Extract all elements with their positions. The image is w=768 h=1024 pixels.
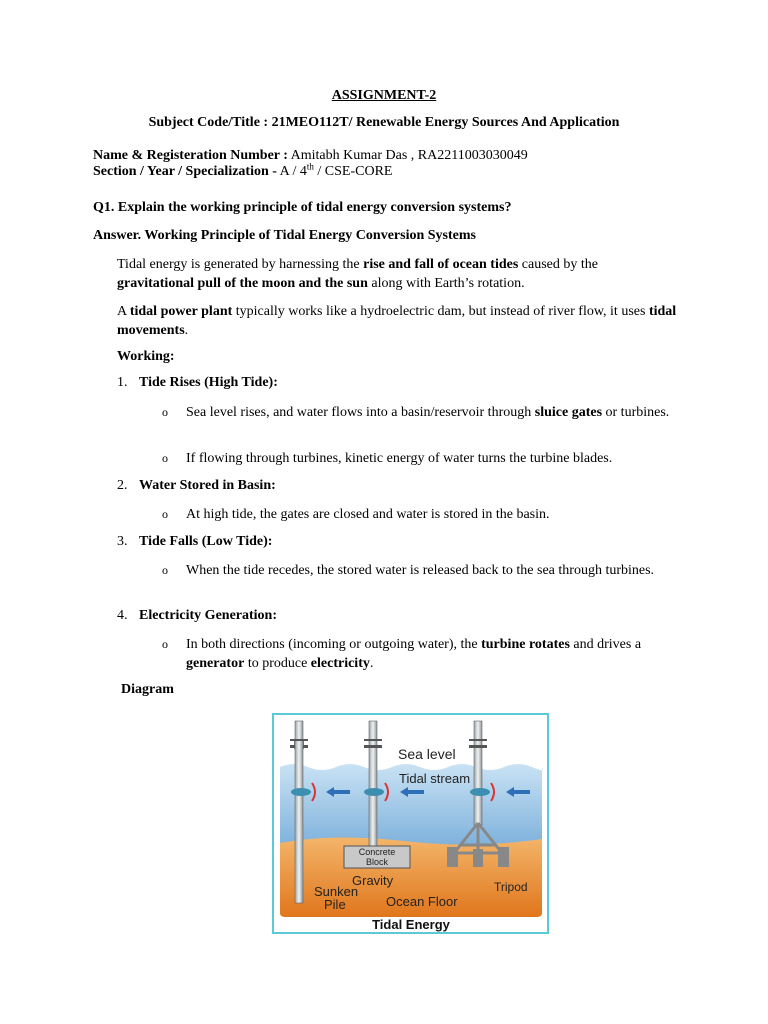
step-3: 3. Tide Falls (Low Tide): xyxy=(117,534,273,549)
step-2: 2. Water Stored in Basin: xyxy=(117,478,276,493)
sunken-label: Sunken xyxy=(314,884,359,899)
bullet-marker: o xyxy=(162,405,168,419)
tidal-stream-label: Tidal stream xyxy=(399,771,471,786)
answer-heading: Answer. Working Principle of Tidal Energy Conversion Systems xyxy=(93,228,476,243)
section-label: Section / Year / Specialization - xyxy=(93,164,277,179)
bullet-text-2: If flowing through turbines, kinetic energy of water turns the turbine blades. xyxy=(186,451,613,466)
section-sup: th xyxy=(306,161,314,172)
step-4: 4. Electricity Generation: xyxy=(117,608,278,623)
concrete-label: Concrete xyxy=(358,847,396,857)
bullet-text-5: In both directions (incoming or outgoing water), the turbine rotates and drives a generator to produce electricity. xyxy=(186,637,642,671)
tidal-energy-diagram xyxy=(274,715,547,932)
bullet-marker: o xyxy=(162,563,168,577)
bullet-marker: o xyxy=(162,637,168,651)
section-line xyxy=(93,161,393,180)
diagram-label: Diagram xyxy=(121,682,174,697)
step-1: 1. Tide Rises (High Tide): xyxy=(117,375,278,390)
figure-caption: Tidal Energy xyxy=(372,917,450,932)
ocean-floor-label: Ocean Floor xyxy=(386,894,458,909)
block-label: Block xyxy=(365,857,389,867)
name-value: Amitabh Kumar Das , RA2211003030049 xyxy=(290,148,528,163)
tripod-label: Tripod xyxy=(494,880,528,894)
bullet-text-3: At high tide, the gates are closed and water is stored in the basin. xyxy=(186,507,550,522)
working-label: Working: xyxy=(117,349,175,364)
assignment-title: ASSIGNMENT-2 xyxy=(331,88,437,103)
name-label: Name & Registeration Number : xyxy=(93,148,288,163)
bullet-text-4: When the tide recedes, the stored water is released back to the sea through turbines. xyxy=(186,563,655,578)
question-text: Q1. Explain the working principle of tidal energy conversion systems? xyxy=(93,200,512,215)
section-value-a: A / 4 xyxy=(279,164,307,179)
pile-label: Pile xyxy=(324,897,346,912)
bullet-marker: o xyxy=(162,507,168,521)
intro-paragraph-1: Tidal energy is generated by harnessing the rise and fall of ocean tides caused by the gravitational pull of the moon and the sun along with Earth’s rotation. xyxy=(117,257,598,291)
gravity-label: Gravity xyxy=(352,873,394,888)
bullet-text-1: Sea level rises, and water flows into a basin/reservoir through sluice gates or turbines. xyxy=(186,405,670,420)
intro-paragraph-2: A tidal power plant typically works like a hydroelectric dam, but instead of river flow, it uses tidal movements. xyxy=(117,304,677,338)
sea-level-label: Sea level xyxy=(398,746,456,762)
tidal-energy-figure xyxy=(272,713,549,934)
bullet-marker: o xyxy=(162,451,168,465)
section-value-b: / CSE-CORE xyxy=(313,164,393,179)
subject-line: Subject Code/Title : 21MEO112T/ Renewable Energy Sources And Application xyxy=(148,115,620,130)
